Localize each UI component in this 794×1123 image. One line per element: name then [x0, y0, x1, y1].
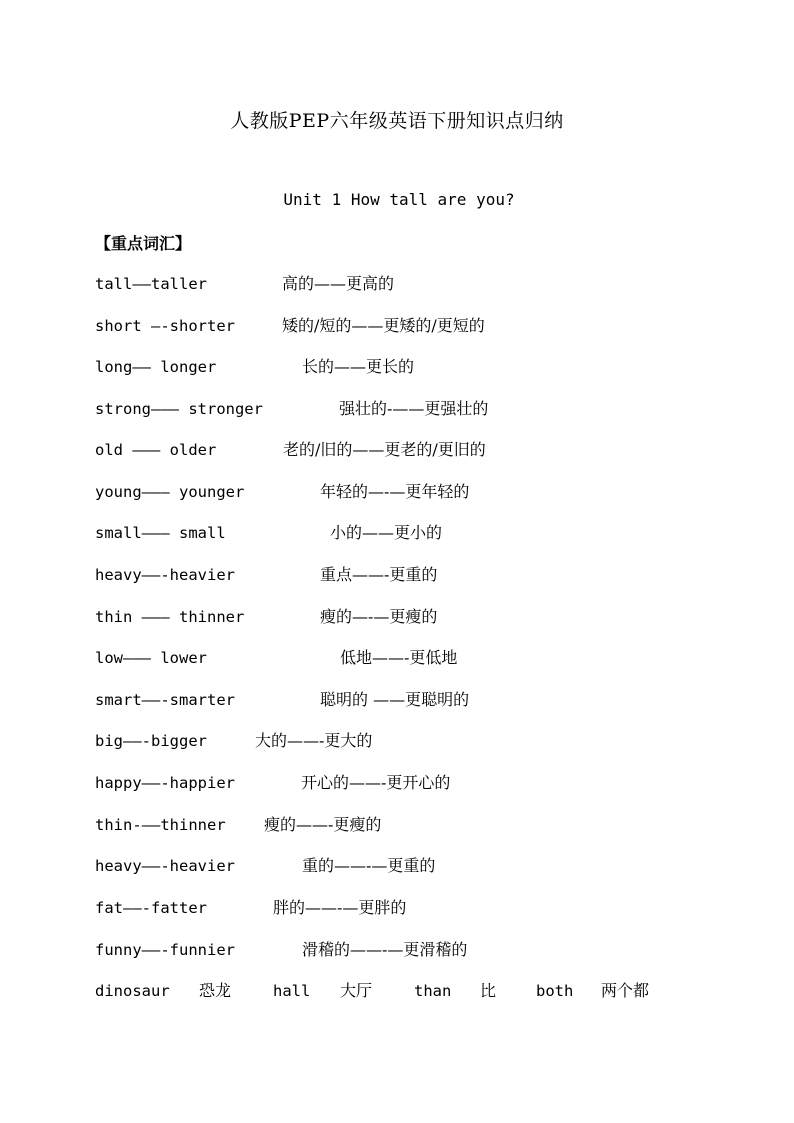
vocab-chinese: 长的——更长的: [302, 357, 415, 376]
vocab-english: thin-——thinner: [95, 816, 226, 834]
word-english: hall: [273, 982, 311, 1000]
vocab-chinese: 强壮的-——更强壮的: [339, 399, 489, 418]
vocab-chinese: 重的——-—更重的: [302, 856, 436, 875]
word-chinese: 两个都: [601, 981, 650, 1000]
unit-title: Unit 1 How tall are you?: [283, 190, 515, 209]
vocab-english: old ——— older: [95, 441, 217, 459]
word-chinese: 大厅: [340, 981, 373, 1000]
vocab-chinese: 高的——更高的: [282, 274, 395, 293]
vocab-chinese: 瘦的——-更瘦的: [264, 815, 382, 834]
word-english: dinosaur: [95, 982, 170, 1000]
vocab-chinese: 矮的/短的——更矮的/更短的: [282, 316, 485, 335]
vocab-english: heavy——-heavier: [95, 857, 235, 875]
word-chinese: 比: [480, 981, 497, 1000]
vocab-english: long—— longer: [95, 358, 217, 376]
page-title: 人教版PEP六年级英语下册知识点归纳: [230, 110, 564, 132]
vocab-english: small——— small: [95, 524, 226, 542]
vocab-english: tall——taller: [95, 275, 207, 293]
vocab-chinese: 老的/旧的——更老的/更旧的: [283, 440, 486, 459]
vocab-chinese: 胖的——-—更胖的: [273, 898, 407, 917]
word-chinese: 恐龙: [199, 981, 232, 1000]
vocab-chinese: 瘦的—-—更瘦的: [320, 607, 438, 626]
vocab-chinese: 重点——-更重的: [320, 565, 438, 584]
vocab-chinese: 滑稽的——-—更滑稽的: [302, 940, 468, 959]
vocab-english: low——— lower: [95, 649, 207, 667]
word-english: than: [414, 982, 452, 1000]
word-english: both: [536, 982, 574, 1000]
vocab-chinese: 大的——-更大的: [255, 731, 373, 750]
vocab-english: smart——-smarter: [95, 691, 235, 709]
vocab-english: short —-shorter: [95, 317, 235, 335]
vocab-word-line: [95, 980, 715, 1002]
vocab-chinese: 开心的——-更开心的: [301, 773, 451, 792]
vocab-chinese: 年轻的—-—更年轻的: [320, 482, 470, 501]
vocab-english: thin ——— thinner: [95, 608, 245, 626]
vocab-english: heavy——-heavier: [95, 566, 235, 584]
vocab-english: happy——-happier: [95, 774, 235, 792]
vocab-chinese: 小的——更小的: [330, 523, 443, 542]
vocab-english: young——— younger: [95, 483, 245, 501]
vocab-english: strong——— stronger: [95, 400, 263, 418]
vocab-english: fat——-fatter: [95, 899, 207, 917]
section-heading: 【重点词汇】: [95, 234, 192, 253]
vocab-english: funny——-funnier: [95, 941, 235, 959]
vocab-chinese: 低地——-更低地: [340, 648, 458, 667]
vocab-chinese: 聪明的 ——更聪明的: [320, 690, 470, 709]
vocab-english: big——-bigger: [95, 732, 207, 750]
